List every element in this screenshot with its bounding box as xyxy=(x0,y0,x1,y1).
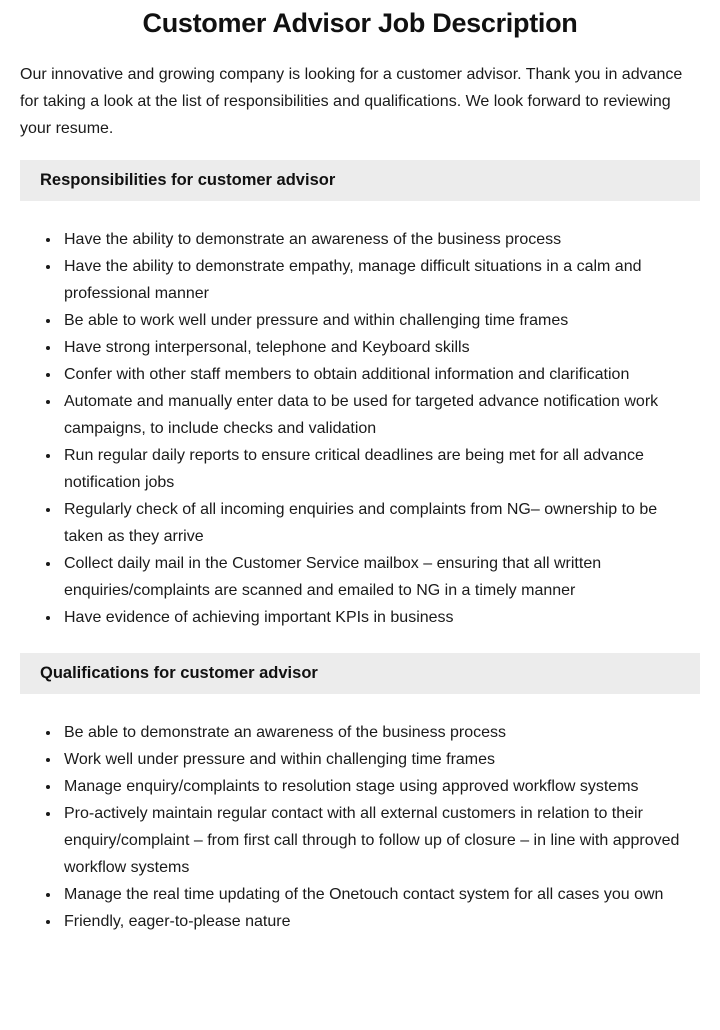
intro-paragraph: Our innovative and growing company is looking for a customer advisor. Thank you in advance for taking a look at the list of responsibilities and qualifications. We look forward to reviewing your resume. xyxy=(20,66,683,137)
responsibilities-section xyxy=(20,160,700,631)
list-item: • Friendly, eager-to-please nature xyxy=(61,908,700,935)
list-item: • Collect daily mail in the Customer Service mailbox – ensuring that all written enquiries/complaints are scanned and emailed to NG in a timely manner xyxy=(61,550,700,604)
list-item: • Automate and manually enter data to be used for targeted advance notification work campaigns, to include checks and validation xyxy=(61,388,700,442)
qualifications-section-header: Qualifications for customer advisor xyxy=(20,653,700,694)
list-item: • Manage enquiry/complaints to resolution stage using approved workflow systems xyxy=(61,773,700,800)
list-item: • Have the ability to demonstrate empathy, manage difficult situations in a calm and professional manner xyxy=(61,253,700,307)
list-item: • Pro-actively maintain regular contact with all external customers in relation to their enquiry/complaint – from first call through to follow up of closure – in line with approved workflow systems xyxy=(61,800,700,881)
page-title: Customer Advisor Job Description xyxy=(142,8,578,38)
list-item: • Regularly check of all incoming enquiries and complaints from NG– ownership to be taken as they arrive xyxy=(61,496,700,550)
list-item: • Have strong interpersonal, telephone and Keyboard skills xyxy=(61,334,700,361)
list-item: • Confer with other staff members to obtain additional information and clarification xyxy=(61,361,700,388)
list-item: • Be able to demonstrate an awareness of the business process xyxy=(61,719,700,746)
qualifications-list xyxy=(20,719,700,935)
list-item: • Manage the real time updating of the Onetouch contact system for all cases you own xyxy=(61,881,700,908)
list-item: • Run regular daily reports to ensure critical deadlines are being met for all advance notification jobs xyxy=(61,442,700,496)
list-item: • Be able to work well under pressure and within challenging time frames xyxy=(61,307,700,334)
qualifications-section xyxy=(20,653,700,935)
responsibilities-list xyxy=(20,226,700,631)
list-item: • Have evidence of achieving important KPIs in business xyxy=(61,604,700,631)
list-item: • Have the ability to demonstrate an awareness of the business process xyxy=(61,226,700,253)
responsibilities-section-header: Responsibilities for customer advisor xyxy=(20,160,700,201)
list-item: • Work well under pressure and within challenging time frames xyxy=(61,746,700,773)
